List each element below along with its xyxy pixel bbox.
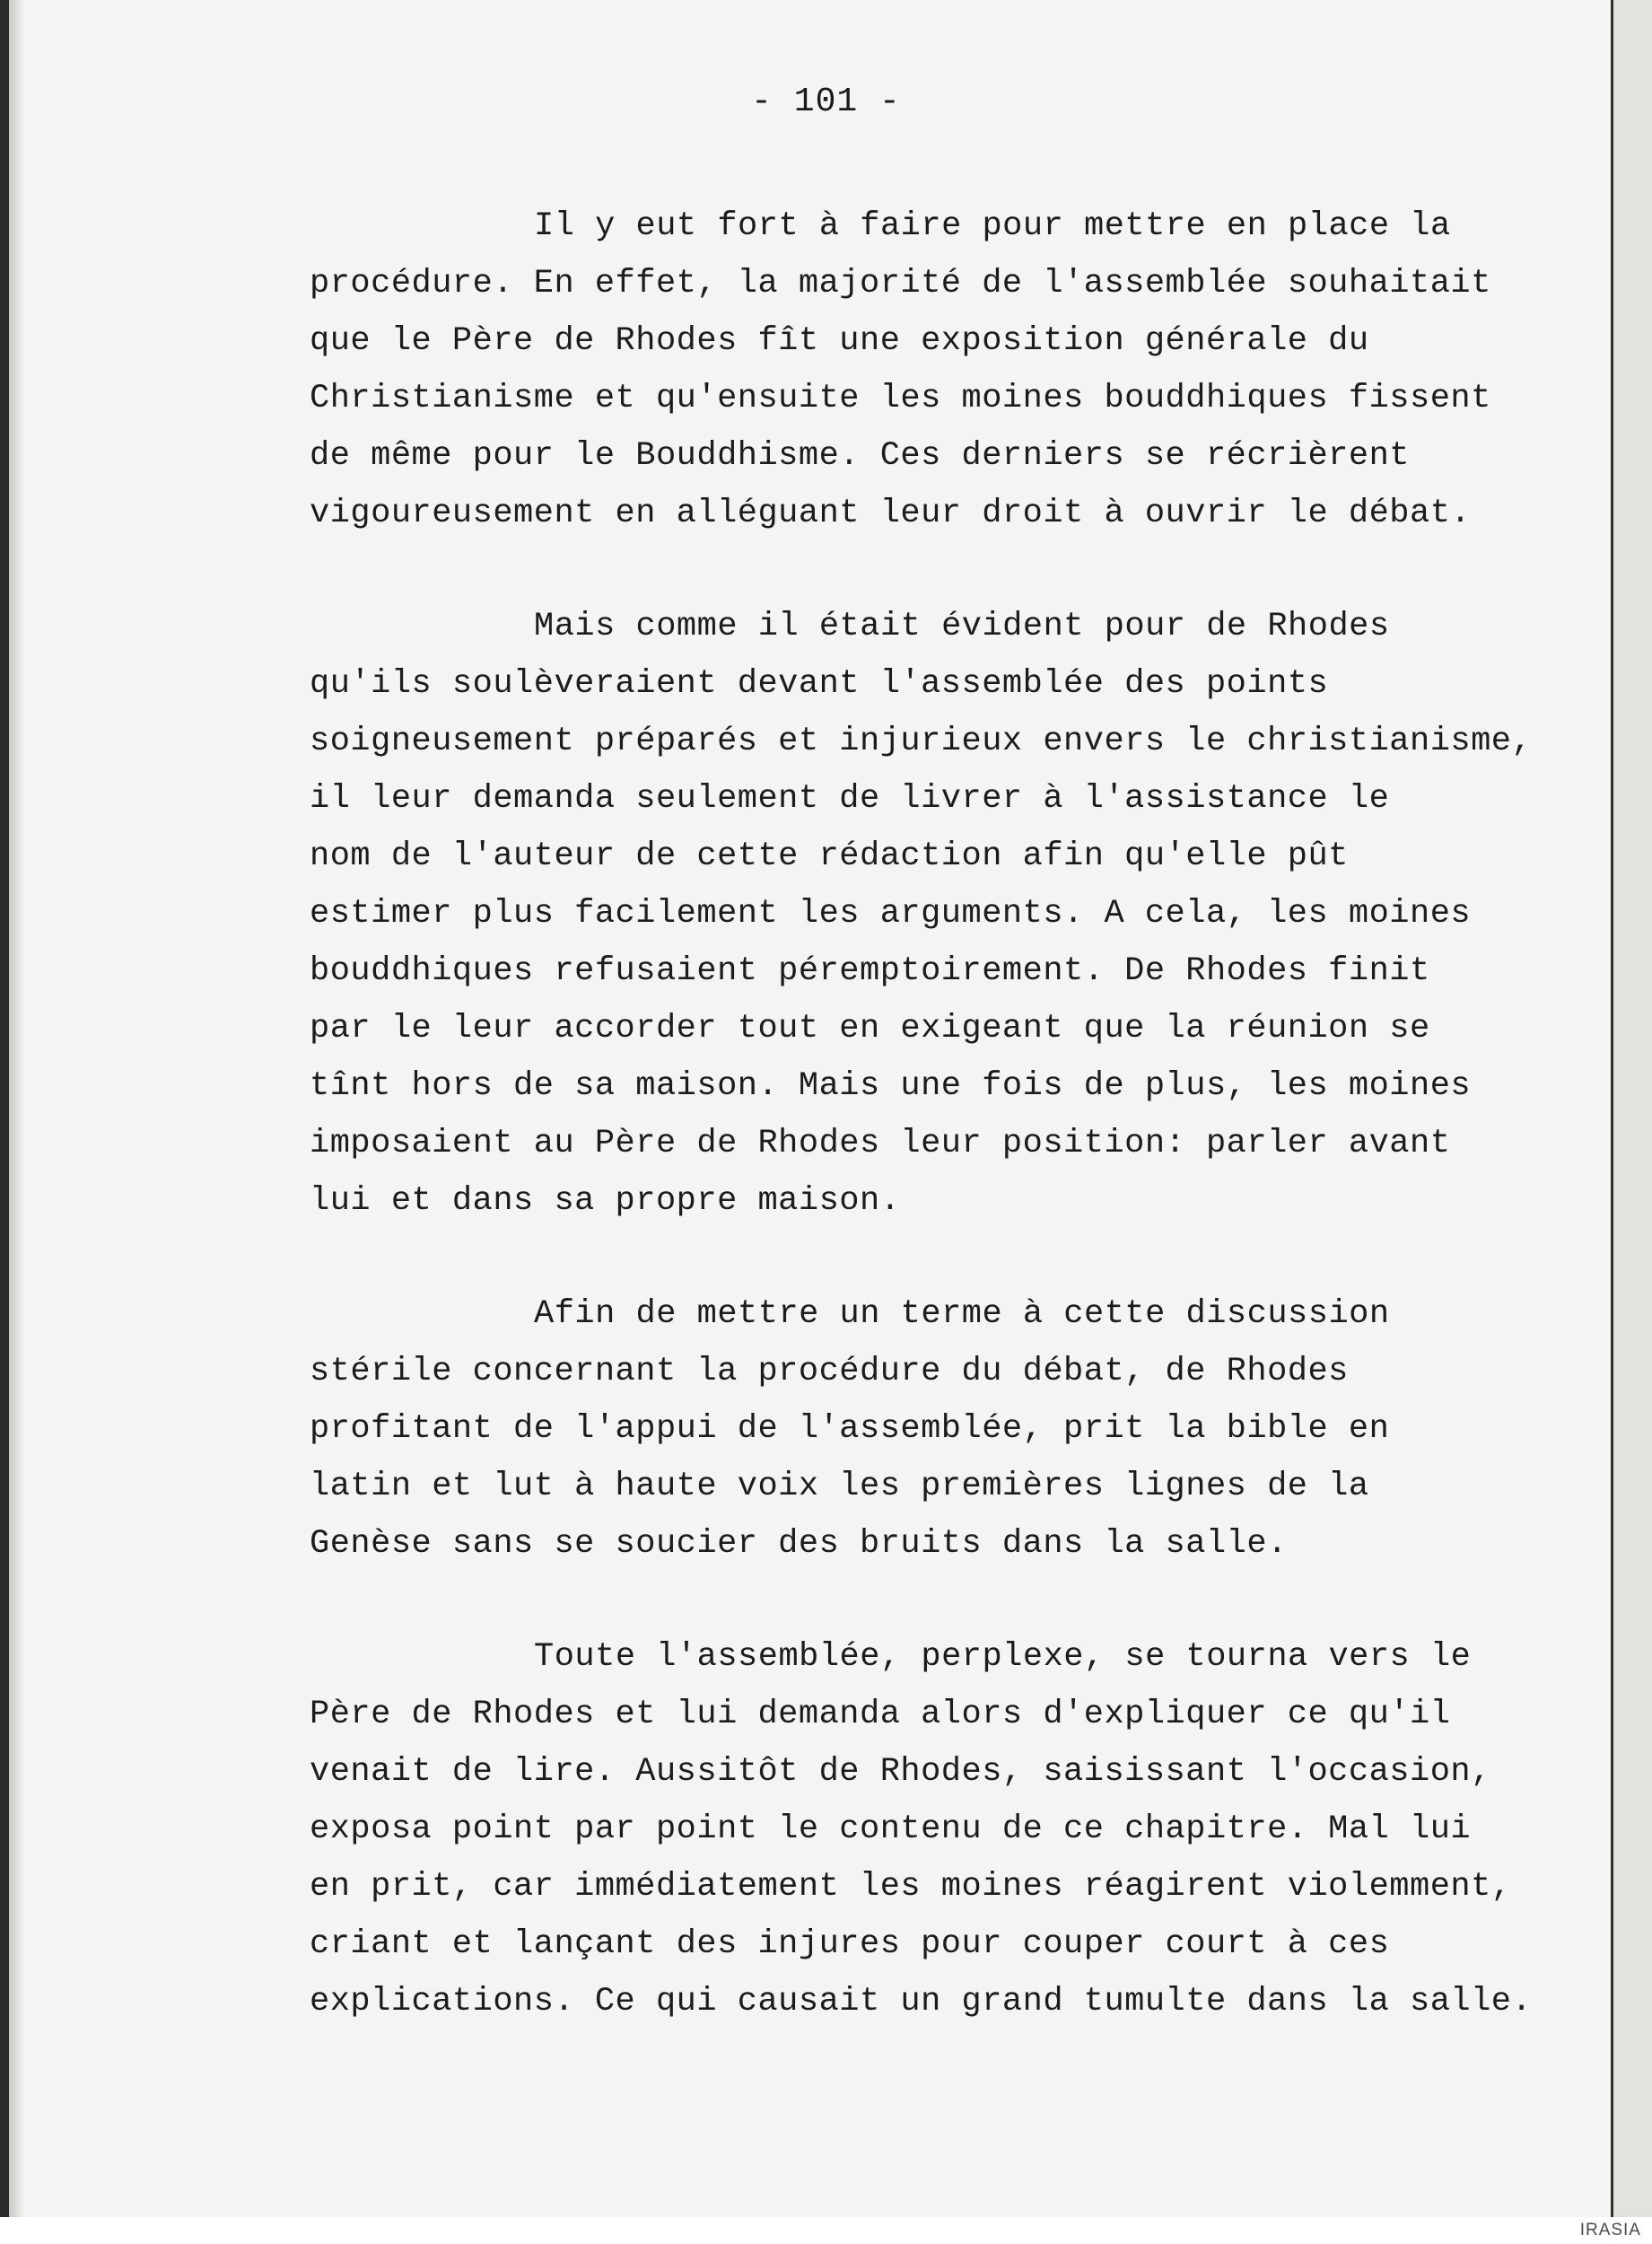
paragraph-2 xyxy=(310,598,1584,1230)
text-line: Il y eut fort à faire pour mettre en place la xyxy=(534,207,1451,245)
text-line: Genèse sans se soucier des bruits dans la salle. xyxy=(310,1525,1288,1563)
text-line: soigneusement préparés et injurieux envers le christianisme, xyxy=(310,723,1533,760)
text-line: venait de lire. Aussitôt de Rhodes, saisissant l'occasion, xyxy=(310,1753,1491,1791)
text-line: profitant de l'appui de l'assemblée, prit la bible en xyxy=(310,1410,1390,1448)
text-line: Toute l'assemblée, perplexe, se tourna vers le xyxy=(534,1638,1472,1676)
text-line: exposa point par point le contenu de ce chapitre. Mal lui xyxy=(310,1810,1472,1848)
text-line: Afin de mettre un terme à cette discussion xyxy=(534,1295,1390,1333)
page-number: - 101 - xyxy=(751,83,901,121)
paragraph-4 xyxy=(310,1628,1584,2030)
text-line: tînt hors de sa maison. Mais une fois de plus, les moines xyxy=(310,1067,1472,1105)
text-line: criant et lançant des injures pour couper court à ces xyxy=(310,1925,1390,1963)
text-line: qu'ils soulèveraient devant l'assemblée des points xyxy=(310,665,1329,703)
text-line: nom de l'auteur de cette rédaction afin qu'elle pût xyxy=(310,837,1349,875)
paragraph-3 xyxy=(310,1285,1584,1573)
page-right-edge xyxy=(1611,0,1652,2244)
text-line: latin et lut à haute voix les premières lignes de la xyxy=(310,1468,1369,1505)
text-line: il leur demanda seulement de livrer à l'assistance le xyxy=(310,780,1390,818)
text-line: imposaient au Père de Rhodes leur position: parler avant xyxy=(310,1125,1451,1162)
text-line: stérile concernant la procédure du débat, de Rhodes xyxy=(310,1353,1349,1390)
binding-shadow xyxy=(9,0,25,2244)
text-line: procédure. En effet, la majorité de l'assemblée souhaitait xyxy=(310,265,1491,302)
paragraph-1 xyxy=(310,197,1584,542)
watermark-label: IRASIA xyxy=(1579,2221,1641,2240)
text-line: vigoureusement en alléguant leur droit à ouvrir le débat. xyxy=(310,495,1472,532)
bottom-margin-strip xyxy=(0,2217,1652,2244)
text-line: explications. Ce qui causait un grand tumulte dans la salle. xyxy=(310,1983,1533,2020)
text-line: que le Père de Rhodes fît une exposition générale du xyxy=(310,322,1369,360)
binding-edge xyxy=(0,0,9,2244)
text-line: de même pour le Bouddhisme. Ces derniers se récrièrent xyxy=(310,437,1410,475)
text-line: en prit, car immédiatement les moines réagirent violemment, xyxy=(310,1868,1512,1906)
text-line: par le leur accorder tout en exigeant que la réunion se xyxy=(310,1010,1430,1047)
text-line: Mais comme il était évident pour de Rhodes xyxy=(534,608,1390,645)
text-line: Christianisme et qu'ensuite les moines bouddhiques fissent xyxy=(310,380,1491,417)
text-line: lui et dans sa propre maison. xyxy=(310,1182,901,1220)
text-line: bouddhiques refusaient péremptoirement. De Rhodes finit xyxy=(310,952,1430,990)
text-line: estimer plus facilement les arguments. A cela, les moines xyxy=(310,895,1472,933)
text-line: Père de Rhodes et lui demanda alors d'expliquer ce qu'il xyxy=(310,1696,1451,1733)
